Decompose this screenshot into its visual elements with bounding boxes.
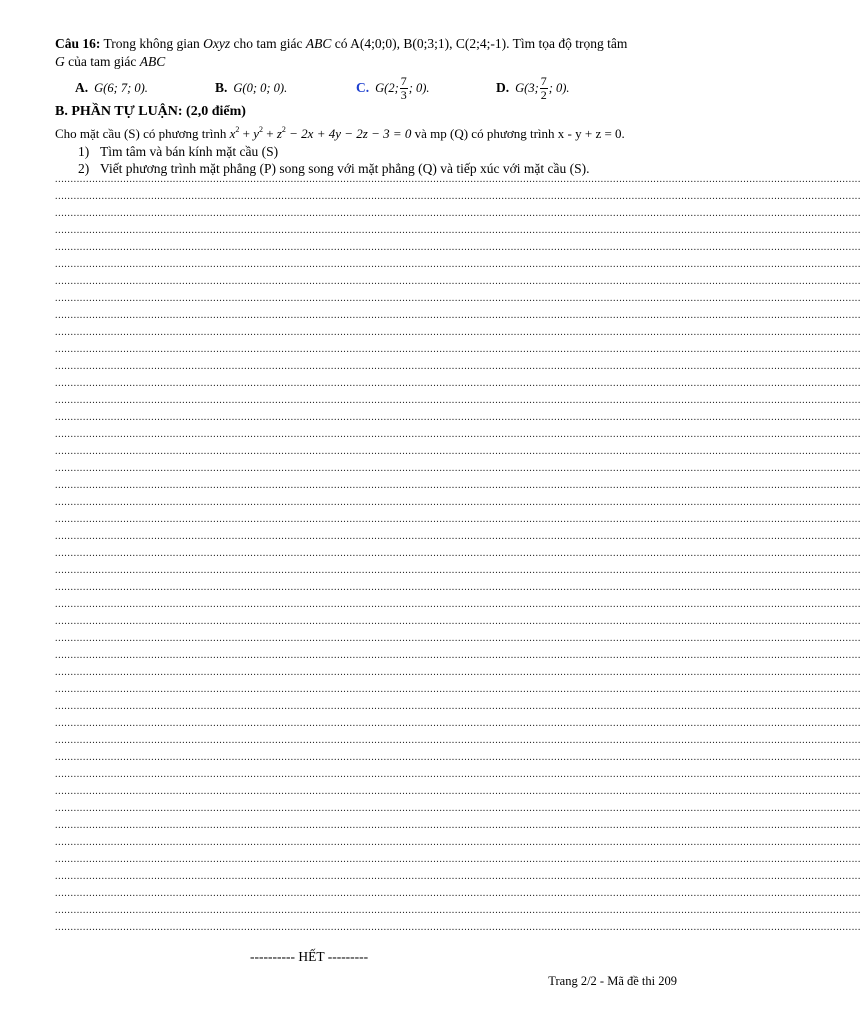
end-marker: ---------- HẾT --------- [250,949,369,964]
question-16 [55,35,680,71]
question-text: cho tam giác [230,36,306,51]
task-text: Tìm tâm và bán kính mặt cầu (S) [100,144,279,159]
dotted-line: .................................................................................................................................................................................................................................................................... [55,718,861,729]
dotted-line: .................................................................................................................................................................................................................................................................... [55,293,861,304]
fraction-numerator: 7 [400,73,407,88]
dotted-line: .................................................................................................................................................................................................................................................................... [55,871,861,882]
dotted-line: .................................................................................................................................................................................................................................................................... [55,242,861,253]
statement-text: Cho mặt cầu (S) có phương trình [55,126,230,141]
equation-term: − 2x + 4y − 2z − 3 = 0 [285,126,412,141]
dotted-line: .................................................................................................................................................................................................................................................................... [55,225,861,236]
task-item [78,143,589,160]
question-text: Oxyz [203,36,231,51]
question-text: của tam giác [64,54,140,69]
fraction-denominator: 3 [400,87,407,102]
dotted-line: .................................................................................................................................................................................................................................................................... [55,633,861,644]
dotted-line: .................................................................................................................................................................................................................................................................... [55,259,861,270]
task-list [78,143,589,177]
question-text: A(4;0;0), B(0;3;1), C(2;4;-1). Tìm tọa độ trọng tâm [350,36,628,51]
dotted-line: .................................................................................................................................................................................................................................................................... [55,922,861,933]
option-letter: B. [215,80,228,95]
equation-term: y [253,126,259,141]
dotted-line: .................................................................................................................................................................................................................................................................... [55,548,861,559]
dotted-line: .................................................................................................................................................................................................................................................................... [55,837,861,848]
option-value: G(0; 0; 0). [233,80,288,95]
fraction-denominator: 2 [540,87,547,102]
dotted-line: .................................................................................................................................................................................................................................................................... [55,616,861,627]
dotted-line: .................................................................................................................................................................................................................................................................... [55,497,861,508]
question-text: Trong không gian [100,36,204,51]
page-footer: Trang 2/2 - Mã đề thi 209 [548,974,677,988]
problem-statement: Cho mặt cầu (S) có phương trình $x^2 + y^2 + z^2 - 2x + 4y - 2z - 3 = 0$ và mp (Q) có phương trình x - y + z = 0. [55,125,625,141]
dotted-line: .................................................................................................................................................................................................................................................................... [55,701,861,712]
dotted-line: .................................................................................................................................................................................................................................................................... [55,531,861,542]
dotted-line: .................................................................................................................................................................................................................................................................... [55,480,861,491]
dotted-line: .................................................................................................................................................................................................................................................................... [55,276,861,287]
dotted-line: .................................................................................................................................................................................................................................................................... [55,463,861,474]
dotted-line: .................................................................................................................................................................................................................................................................... [55,786,861,797]
question-text: ABC [139,54,166,69]
dotted-line: .................................................................................................................................................................................................................................................................... [55,208,861,219]
dotted-line: .................................................................................................................................................................................................................................................................... [55,735,861,746]
option-value: G(3; [515,80,539,95]
option-c [356,70,430,106]
dotted-line: .................................................................................................................................................................................................................................................................... [55,820,861,831]
dotted-line: .................................................................................................................................................................................................................................................................... [55,888,861,899]
dotted-line: .................................................................................................................................................................................................................................................................... [55,769,861,780]
dotted-line: .................................................................................................................................................................................................................................................................... [55,599,861,610]
dotted-line: .................................................................................................................................................................................................................................................................... [55,395,861,406]
dotted-line: .................................................................................................................................................................................................................................................................... [55,854,861,865]
exponent: 2 [259,125,263,134]
option-letter: A. [75,80,89,95]
dotted-line: .................................................................................................................................................................................................................................................................... [55,412,861,423]
dotted-line: .................................................................................................................................................................................................................................................................... [55,429,861,440]
equation-term: z [276,126,282,141]
option-letter: C. [356,80,370,95]
option-value: G(2; [375,80,399,95]
dotted-line: .................................................................................................................................................................................................................................................................... [55,310,861,321]
statement-text: và mp (Q) có phương trình x - y + z = 0. [411,126,625,141]
dotted-line: .................................................................................................................................................................................................................................................................... [55,344,861,355]
fraction [540,75,548,102]
option-letter: D. [496,80,510,95]
option-value: ; 0). [548,80,570,95]
question-text: có [331,36,351,51]
dotted-line: .................................................................................................................................................................................................................................................................... [55,905,861,916]
dotted-line: .................................................................................................................................................................................................................................................................... [55,565,861,576]
dotted-line: .................................................................................................................................................................................................................................................................... [55,514,861,525]
exponent: 2 [235,125,240,134]
option-d [496,70,570,106]
question-text: ABC [305,36,332,51]
fraction [400,75,408,102]
task-number: 2) [78,161,90,176]
question-label: Câu 16: [55,36,101,51]
option-a [75,70,148,106]
dotted-line: .................................................................................................................................................................................................................................................................... [55,327,861,338]
dotted-line: .................................................................................................................................................................................................................................................................... [55,752,861,763]
dotted-line: .................................................................................................................................................................................................................................................................... [55,361,861,372]
exponent: 2 [281,125,286,134]
dotted-line: .................................................................................................................................................................................................................................................................... [55,582,861,593]
option-value: G(6; 7; 0). [94,80,148,95]
dotted-line: .................................................................................................................................................................................................................................................................... [55,174,861,185]
dotted-line: .................................................................................................................................................................................................................................................................... [55,191,861,202]
equation-term: x [229,126,236,141]
dotted-line: .................................................................................................................................................................................................................................................................... [55,650,861,661]
dotted-line: .................................................................................................................................................................................................................................................................... [55,446,861,457]
dotted-line: .................................................................................................................................................................................................................................................................... [55,667,861,678]
question-text: G [55,54,65,69]
task-text: Viết phương trình mặt phẳng (P) song song với mặt phẳng (Q) và tiếp xúc với mặt cầu (S). [100,161,590,176]
task-number: 1) [78,144,90,159]
dotted-line: .................................................................................................................................................................................................................................................................... [55,378,861,389]
section-b-title: B. PHẦN TỰ LUẬN: (2,0 điểm) [55,104,246,119]
option-b [215,70,287,106]
option-value: ; 0). [408,80,430,95]
dotted-line: .................................................................................................................................................................................................................................................................... [55,684,861,695]
fraction-numerator: 7 [540,73,547,88]
dotted-line: .................................................................................................................................................................................................................................................................... [55,803,861,814]
